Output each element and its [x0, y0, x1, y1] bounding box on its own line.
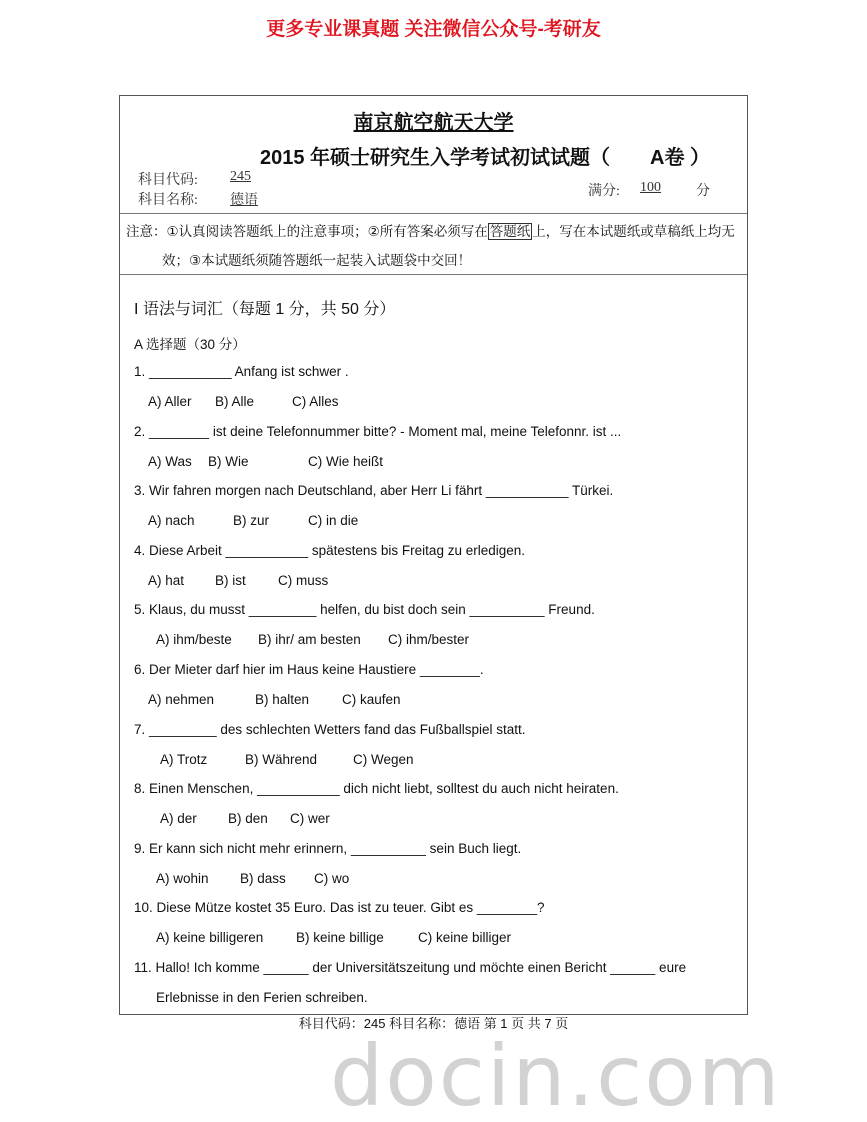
answer-option[interactable]: A) nach	[148, 513, 195, 529]
answer-option[interactable]: C) wer	[290, 811, 330, 827]
answer-option[interactable]: C) ihm/bester	[388, 632, 470, 648]
promo-banner: 更多专业课真题 关注微信公众号-考研友	[266, 19, 601, 40]
notice-line-2: 效；③本试题纸须随答题纸一起装入试题袋中交回！	[162, 253, 472, 268]
question-text: 2. ________ ist deine Telefonnummer bitte? - Moment mal, meine Telefonnr. ist ...	[134, 423, 622, 439]
answer-option[interactable]: A) wohin	[156, 870, 209, 886]
question-text: 1. ___________ Anfang ist schwer .	[134, 364, 349, 379]
answer-option[interactable]: B) Während	[245, 751, 318, 767]
question-text: 3. Wir fahren morgen nach Deutschland, aber Herr Li fährt ___________ Türkei.	[134, 483, 614, 499]
divider	[120, 213, 747, 214]
notice-text: 上，写在本试题纸或草稿纸上均无	[532, 224, 735, 239]
watermark: docin.com	[330, 1027, 782, 1122]
notice-line-1	[126, 220, 735, 240]
divider	[120, 274, 747, 275]
score-label: 满分:	[588, 184, 620, 199]
answer-option[interactable]: A) ihm/beste	[156, 632, 232, 648]
answer-option[interactable]: A) Aller	[148, 394, 192, 409]
answer-option[interactable]: C) muss	[278, 572, 329, 588]
answer-option[interactable]: A) der	[160, 811, 197, 827]
answer-option[interactable]: A) Trotz	[160, 751, 208, 767]
question-text: 7. _________ des schlechten Wetters fand das Fußballspiel statt.	[134, 721, 526, 737]
answer-option[interactable]: C) Wegen	[353, 751, 414, 767]
question-text: 5. Klaus, du musst _________ helfen, du bist doch sein __________ Freund.	[134, 602, 595, 618]
section-title: I 语法与词汇（每题 1 分，共 50 分）	[134, 301, 396, 318]
answer-option[interactable]: C) Wie heißt	[308, 453, 384, 469]
question-text: 4. Diese Arbeit ___________ spätestens bis Freitag zu erledigen.	[134, 542, 526, 558]
notice-boxed: 答题纸	[489, 224, 531, 239]
answer-option[interactable]: B) dass	[240, 870, 286, 886]
university-name: 南京航空航天大学	[353, 112, 514, 134]
answer-option[interactable]: A) Was	[148, 453, 192, 469]
answer-option[interactable]: B) ist	[215, 572, 246, 588]
answer-option[interactable]: A) keine billigeren	[156, 930, 264, 946]
subject-code: 245	[230, 169, 251, 184]
question-text: 6. Der Mieter darf hier im Haus keine Haustiere ________.	[134, 662, 484, 677]
answer-option[interactable]: C) in die	[308, 513, 359, 529]
page-footer: 科目代码：245 科目名称：德语 第 1 页 共 7 页	[298, 1016, 569, 1031]
question-text: 9. Er kann sich nicht mehr erinnern, __________ sein Buch liegt.	[134, 840, 522, 856]
question-text: 8. Einen Menschen, ___________ dich nicht liebt, solltest du auch nicht heiraten.	[134, 781, 619, 797]
answer-option[interactable]: B) keine billige	[296, 930, 384, 946]
answer-option[interactable]: C) Alles	[292, 394, 339, 409]
question-continuation: Erlebnisse in den Ferien schreiben.	[156, 990, 368, 1005]
answer-option[interactable]: B) Wie	[208, 453, 249, 469]
subject-name: 德语	[230, 193, 258, 208]
code-label: 科目代码:	[138, 173, 198, 188]
score-unit: 分	[696, 184, 710, 199]
question-text: 11. Hallo! Ich komme ______ der Universitätszeitung und möchte einen Bericht ______ eure	[134, 960, 687, 975]
subsection-title: A 选择题（30 分）	[134, 337, 246, 352]
question-text: 10. Diese Mütze kostet 35 Euro. Das ist zu teuer. Gibt es ________?	[134, 900, 545, 916]
answer-option[interactable]: A) nehmen	[148, 692, 215, 707]
answer-option[interactable]: B) ihr/ am besten	[258, 632, 361, 648]
answer-option[interactable]: B) zur	[233, 513, 270, 529]
answer-option[interactable]: C) kaufen	[342, 692, 401, 707]
answer-option[interactable]: C) keine billiger	[418, 930, 512, 946]
exam-title: 2015 年硕士研究生入学考试初试试题（ A卷 ）	[260, 147, 711, 169]
answer-option[interactable]: B) halten	[255, 692, 310, 707]
notice-text: 注意：①认真阅读答题纸上的注意事项；②所有答案必须写在	[126, 224, 488, 239]
answer-option[interactable]: C) wo	[314, 870, 350, 886]
name-label: 科目名称:	[138, 193, 198, 208]
exam-frame	[119, 95, 748, 1015]
answer-option[interactable]: B) den	[228, 811, 268, 827]
answer-option[interactable]: A) hat	[148, 572, 185, 588]
full-score: 100	[640, 180, 661, 195]
answer-option[interactable]: B) Alle	[215, 394, 255, 409]
